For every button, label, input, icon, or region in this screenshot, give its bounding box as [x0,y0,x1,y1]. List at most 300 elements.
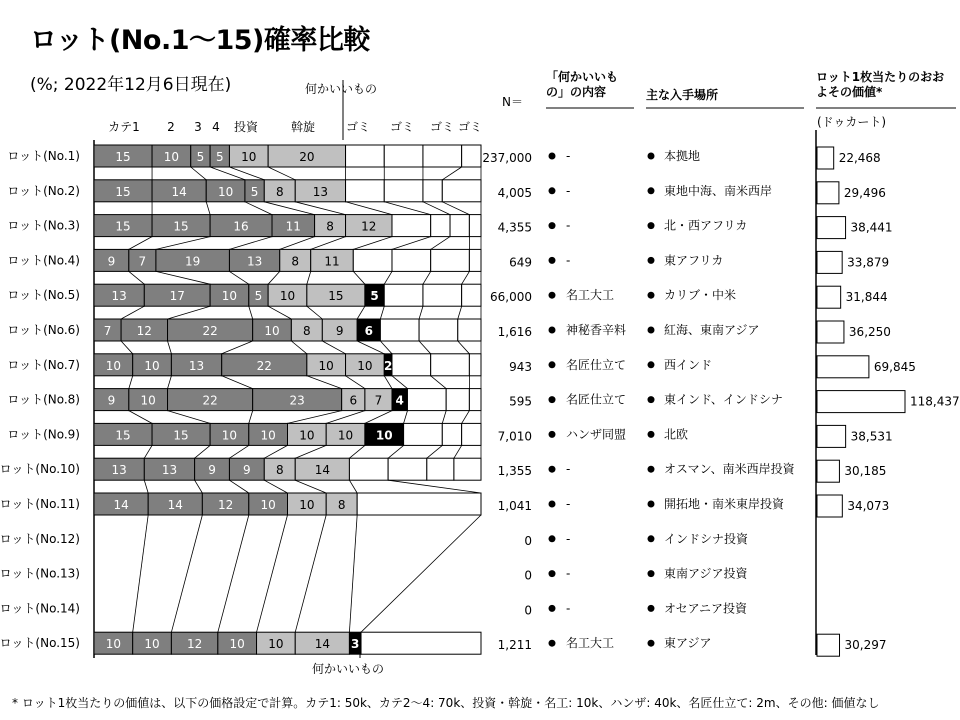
segment-label: 13 [188,358,205,373]
connector-line [357,306,365,319]
content-text: - [566,218,571,233]
content-bullet [549,187,556,194]
content-text: 神秘香辛料 [566,323,627,337]
source-bullet [648,292,655,299]
value-label: 22,468 [838,151,881,165]
content-text: ハンザ同盟 [566,427,627,442]
row-label: ロット(No.9) [7,427,80,442]
segment-label: 19 [185,254,201,269]
connector-line [144,445,152,458]
content-bullet [549,396,556,403]
value-unit: (ドゥカート) [817,115,887,129]
n-value: 943 [509,359,532,374]
value-label: 69,845 [873,359,916,374]
segment-label: 7 [138,254,147,269]
connector-line [133,515,148,632]
content-text: - [566,566,571,581]
footnote: * ロット1枚当たりの価値は、以下の価格設定で計算。カテ1: 50k、カテ2～4: 70k、投資・斡旋・名工: 10k、ハンザ: 40k、名匠仕立て: 2m、その他: 価値なし [12,696,880,710]
connector-line [168,411,211,424]
source-bullet [648,361,655,368]
content-bullet [549,431,556,438]
value-bar [817,425,846,447]
connector-line [346,376,365,389]
row-label: ロット(No.13) [0,566,80,581]
connector-line [129,271,144,284]
connector-line [191,167,206,180]
segment-label: 10 [268,637,284,652]
n-value: 7,010 [497,429,532,444]
source-text: 東アジア [664,636,712,651]
segment-label: 14 [171,184,187,199]
bar-segment [427,458,454,480]
row-label: ロット(No.7) [7,357,80,372]
value-bar [817,356,869,378]
connector-line [245,202,272,215]
segment-label: 14 [314,637,330,652]
content-bullet [549,257,556,264]
bar-segment [450,215,469,237]
row-label: ロット(No.14) [0,601,80,616]
segment-label: 10 [318,358,334,373]
content-bullet [549,570,556,577]
category-header: 投資 [233,120,259,134]
value-label: 31,844 [845,290,888,305]
segment-label: 8 [275,463,284,478]
value-label: 34,073 [847,499,890,513]
n-header: N＝ [502,95,523,109]
connector-line [458,306,462,319]
connector-line [264,445,287,458]
connector-line [218,515,249,632]
connector-line [349,480,357,493]
connector-line [229,445,248,458]
connector-line [295,480,326,493]
segment-label: 7 [103,324,112,338]
segment-label: 9 [243,463,251,478]
segment-label: 15 [115,150,131,164]
connector-line [291,341,306,354]
source-text: オセアニア投資 [664,601,748,616]
bar-segment [357,493,481,515]
connector-line [384,202,430,215]
connector-line [392,376,407,389]
content-text: 名匠仕立て [566,357,627,372]
row-label: ロット(No.4) [7,253,80,268]
bar-segment [423,180,442,202]
segment-label: 8 [326,219,334,234]
segment-label: 8 [291,254,300,269]
connector-line [129,237,152,250]
content-text: 名工大工 [566,636,615,651]
value-label: 38,531 [850,429,893,444]
content-bullet [549,535,556,542]
value-bar [817,286,841,308]
n-value: 595 [509,394,532,409]
content-bullet [549,466,556,473]
connector-line [280,237,315,250]
segment-label: 8 [303,324,311,338]
value-bar [817,251,842,273]
connector-line [380,306,384,319]
segment-label: 12 [361,219,377,234]
connector-line [288,411,342,424]
bar-segment [431,249,470,271]
segment-label: 15 [115,184,131,199]
content-text: - [566,253,571,268]
bar-segment [469,249,481,271]
category-header: 2 [167,120,175,134]
segment-label: 10 [105,358,121,373]
category-header: ゴミ [429,120,455,134]
segment-label: 10 [357,358,373,373]
n-value: 66,000 [490,290,532,305]
segment-label: 10 [221,289,238,304]
content-bullet [549,605,556,612]
segment-label: 13 [161,463,178,478]
source-bullet [648,570,655,577]
bar-segment [431,215,450,237]
connector-line [380,341,392,354]
source-text: インドシナ投資 [664,531,749,546]
connector-line [268,306,291,319]
row-label: ロット(No.8) [7,392,80,407]
value-bar [817,147,834,169]
content-text: - [566,149,571,163]
segment-label: 22 [202,324,218,338]
source-text: 本拠地 [664,149,701,163]
connector-line [462,411,470,424]
segment-label: 15 [115,219,131,234]
value-bar [817,182,839,204]
connector-line [419,341,431,354]
connector-line [229,271,248,284]
bar-segment [404,423,443,445]
connector-line [168,306,211,319]
bar-segment [407,389,446,411]
segment-label: 5 [370,289,379,304]
segment-label: 10 [299,428,315,443]
segment-label: 6 [364,324,373,338]
segment-label: 9 [107,254,116,269]
connector-line [295,445,326,458]
source-text: 東インド、インドシナ [664,392,783,407]
connector-line [458,341,470,354]
value-bar [817,217,846,239]
source-header: 主な入手場所 [646,88,719,102]
segment-label: 10 [105,637,121,652]
connector-line [423,271,431,284]
n-value: 0 [524,603,532,618]
content-bullet [549,153,556,160]
bar-segment [380,319,419,341]
connector-line [210,167,245,180]
segment-label: 3 [351,637,360,652]
bar-segment [353,249,392,271]
row-label: ロット(No.15) [0,636,80,651]
segment-label: 10 [140,393,156,408]
bar-segment [469,354,481,376]
connector-line [249,411,253,424]
bar-segment [392,215,431,237]
n-value: 0 [524,533,532,548]
segment-label: 7 [374,393,383,408]
content-bullet [549,361,556,368]
segment-label: 14 [113,498,129,512]
bar-segment [469,215,481,237]
segment-label: 9 [335,324,344,338]
top-group-label: 何かいいもの [305,82,378,96]
source-text: 西インド [664,357,713,372]
bar-segment [423,284,462,306]
value-label: 36,250 [848,325,891,339]
source-bullet [648,640,655,647]
category-header: ゴミ [345,120,371,134]
segment-label: 14 [314,463,330,478]
segment-label: 15 [115,428,131,443]
content-bullet [549,640,556,647]
segment-label: 10 [299,498,315,512]
source-text: 北欧 [664,427,689,442]
connector-line [168,341,172,354]
connector-line [384,271,392,284]
content-text: - [566,497,571,511]
connector-line [442,411,446,424]
segment-label: 12 [136,324,152,338]
bar-segment [423,145,462,167]
connector-line [346,202,392,215]
segment-label: 5 [250,184,259,199]
connector-line [322,341,345,354]
connector-line [222,341,253,354]
bar-segment [462,284,481,306]
segment-label: 6 [349,393,358,408]
n-value: 1,041 [497,499,532,513]
connector-line [349,515,357,632]
segment-label: 11 [285,219,301,234]
n-value: 4,005 [497,185,532,200]
bar-segment [384,284,423,306]
segment-label: 10 [264,324,280,338]
source-text: 開拓地・南米東岸投資 [664,497,785,511]
source-bullet [648,501,655,508]
value-label: 29,496 [843,185,886,200]
row-label: ロット(No.2) [7,183,80,198]
connector-line [361,515,481,632]
connector-line [222,376,253,389]
source-text: 東アフリカ [664,253,724,268]
segment-label: 5 [215,150,224,164]
connector-line [462,271,470,284]
source-bullet [648,466,655,473]
segment-label: 12 [186,637,203,652]
source-bullet [648,187,655,194]
segment-label: 10 [260,498,276,512]
bar-segment [442,180,481,202]
source-bullet [648,605,655,612]
value-label: 30,297 [844,638,887,653]
connector-line [168,376,172,389]
connector-line [295,515,326,632]
value-label: 30,185 [844,464,887,479]
page-title: ロット(No.1～15)確率比較 [30,25,370,56]
segment-label: 4 [395,393,404,408]
row-label: ロット(No.11) [0,497,80,511]
bar-segment [349,458,388,480]
row-label: ロット(No.3) [7,218,80,233]
connector-line [311,237,346,250]
row-label: ロット(No.5) [7,288,80,303]
segment-label: 13 [111,463,127,478]
content-text: 名匠仕立て [566,392,627,407]
connector-line [129,376,133,389]
bar-segment [442,423,461,445]
segment-label: 2 [383,358,393,373]
bar-segment [454,458,481,480]
page-subtitle: (%; 2022年12月6日現在) [30,75,232,95]
connector-line [388,480,481,493]
segment-label: 16 [233,219,249,234]
n-value: 4,355 [497,220,532,235]
category-header: ゴミ [457,120,483,134]
connector-line [427,445,442,458]
connector-line [229,237,272,250]
segment-label: 10 [337,428,354,443]
source-bullet [648,535,655,542]
bar-segment [462,145,481,167]
connector-line [195,480,203,493]
value-bar [817,460,839,482]
content-text: - [566,183,571,198]
connector-line [268,271,280,284]
n-value: 1,211 [497,638,532,653]
bar-segment [384,180,423,202]
row-label: ロット(No.1) [7,149,80,163]
content-text: 名工大工 [566,288,615,303]
bar-segment [431,354,470,376]
connector-line [307,271,311,284]
content-text: - [566,462,571,477]
row-label: ロット(No.12) [0,531,80,546]
segment-label: 10 [279,289,296,304]
value-bar [817,634,840,656]
segment-label: 15 [173,428,189,443]
source-bullet [648,153,655,160]
content-bullet [549,501,556,508]
connector-line [264,480,287,493]
segment-label: 10 [375,428,393,443]
connector-line [388,445,403,458]
bar-segment [388,458,427,480]
connector-line [404,411,408,424]
category-header: カテ1 [108,120,140,134]
source-text: カリブ・中米 [664,288,737,303]
segment-label: 14 [167,498,183,512]
content-bullet [549,222,556,229]
segment-label: 5 [254,289,263,304]
connector-line [249,306,253,319]
source-bullet [648,222,655,229]
connector-line [229,167,264,180]
value-bar [817,321,844,343]
connector-line [195,445,210,458]
source-bullet [648,327,655,334]
segment-label: 15 [173,219,189,234]
segment-label: 17 [169,289,185,304]
bar-segment [346,180,385,202]
category-header: 4 [212,120,220,134]
segment-label: 22 [202,393,218,408]
segment-label: 13 [246,254,263,269]
segment-label: 9 [208,463,216,478]
value-bar [817,391,905,413]
bar-segment [446,389,469,411]
source-text: オスマン、南米西岸投資 [664,462,795,477]
bar-segment [361,632,481,654]
connector-line [144,480,148,493]
connector-line [268,167,295,180]
segment-label: 10 [241,150,257,164]
connector-line [431,376,446,389]
n-value: 237,000 [482,151,532,165]
segment-label: 10 [221,428,238,443]
source-bullet [648,396,655,403]
bar-segment [392,249,431,271]
source-text: 紅海、東南アジア [664,323,760,337]
segment-label: 10 [260,428,276,443]
value-label: 118,437 [910,394,960,409]
connector-line [229,480,248,493]
content-header: 「何かいいもの」の内容 [546,70,619,99]
n-value: 1,616 [497,325,532,339]
connector-line [121,341,133,354]
bar-segment [392,354,431,376]
connector-line [307,306,322,319]
connector-line [121,306,144,319]
connector-line [264,202,314,215]
connector-line [129,411,152,424]
source-text: 北・西アフリカ [664,218,748,233]
content-bullet [549,327,556,334]
bar-segment [419,319,458,341]
segment-label: 11 [324,254,340,269]
connector-line [349,445,364,458]
segment-label: 10 [144,637,160,652]
source-bullet [648,257,655,264]
segment-label: 22 [256,358,272,373]
connector-line [365,411,392,424]
segment-label: 8 [275,184,284,199]
connector-line [353,271,365,284]
connector-line [307,376,342,389]
segment-label: 10 [217,184,234,199]
segment-label: 9 [107,393,116,408]
segment-label: 12 [217,498,234,512]
connector-line [156,237,210,250]
n-value: 1,355 [497,464,532,479]
bar-segment [469,389,481,411]
connector-line [384,376,392,389]
segment-label: 5 [196,150,205,164]
content-text: - [566,601,571,616]
connector-line [419,306,423,319]
content-text: - [566,531,571,546]
bar-segment [346,145,385,167]
segment-label: 8 [337,498,346,512]
connector-line [454,445,462,458]
segment-label: 23 [289,393,305,408]
connector-line [156,271,210,284]
bar-segment [462,423,481,445]
